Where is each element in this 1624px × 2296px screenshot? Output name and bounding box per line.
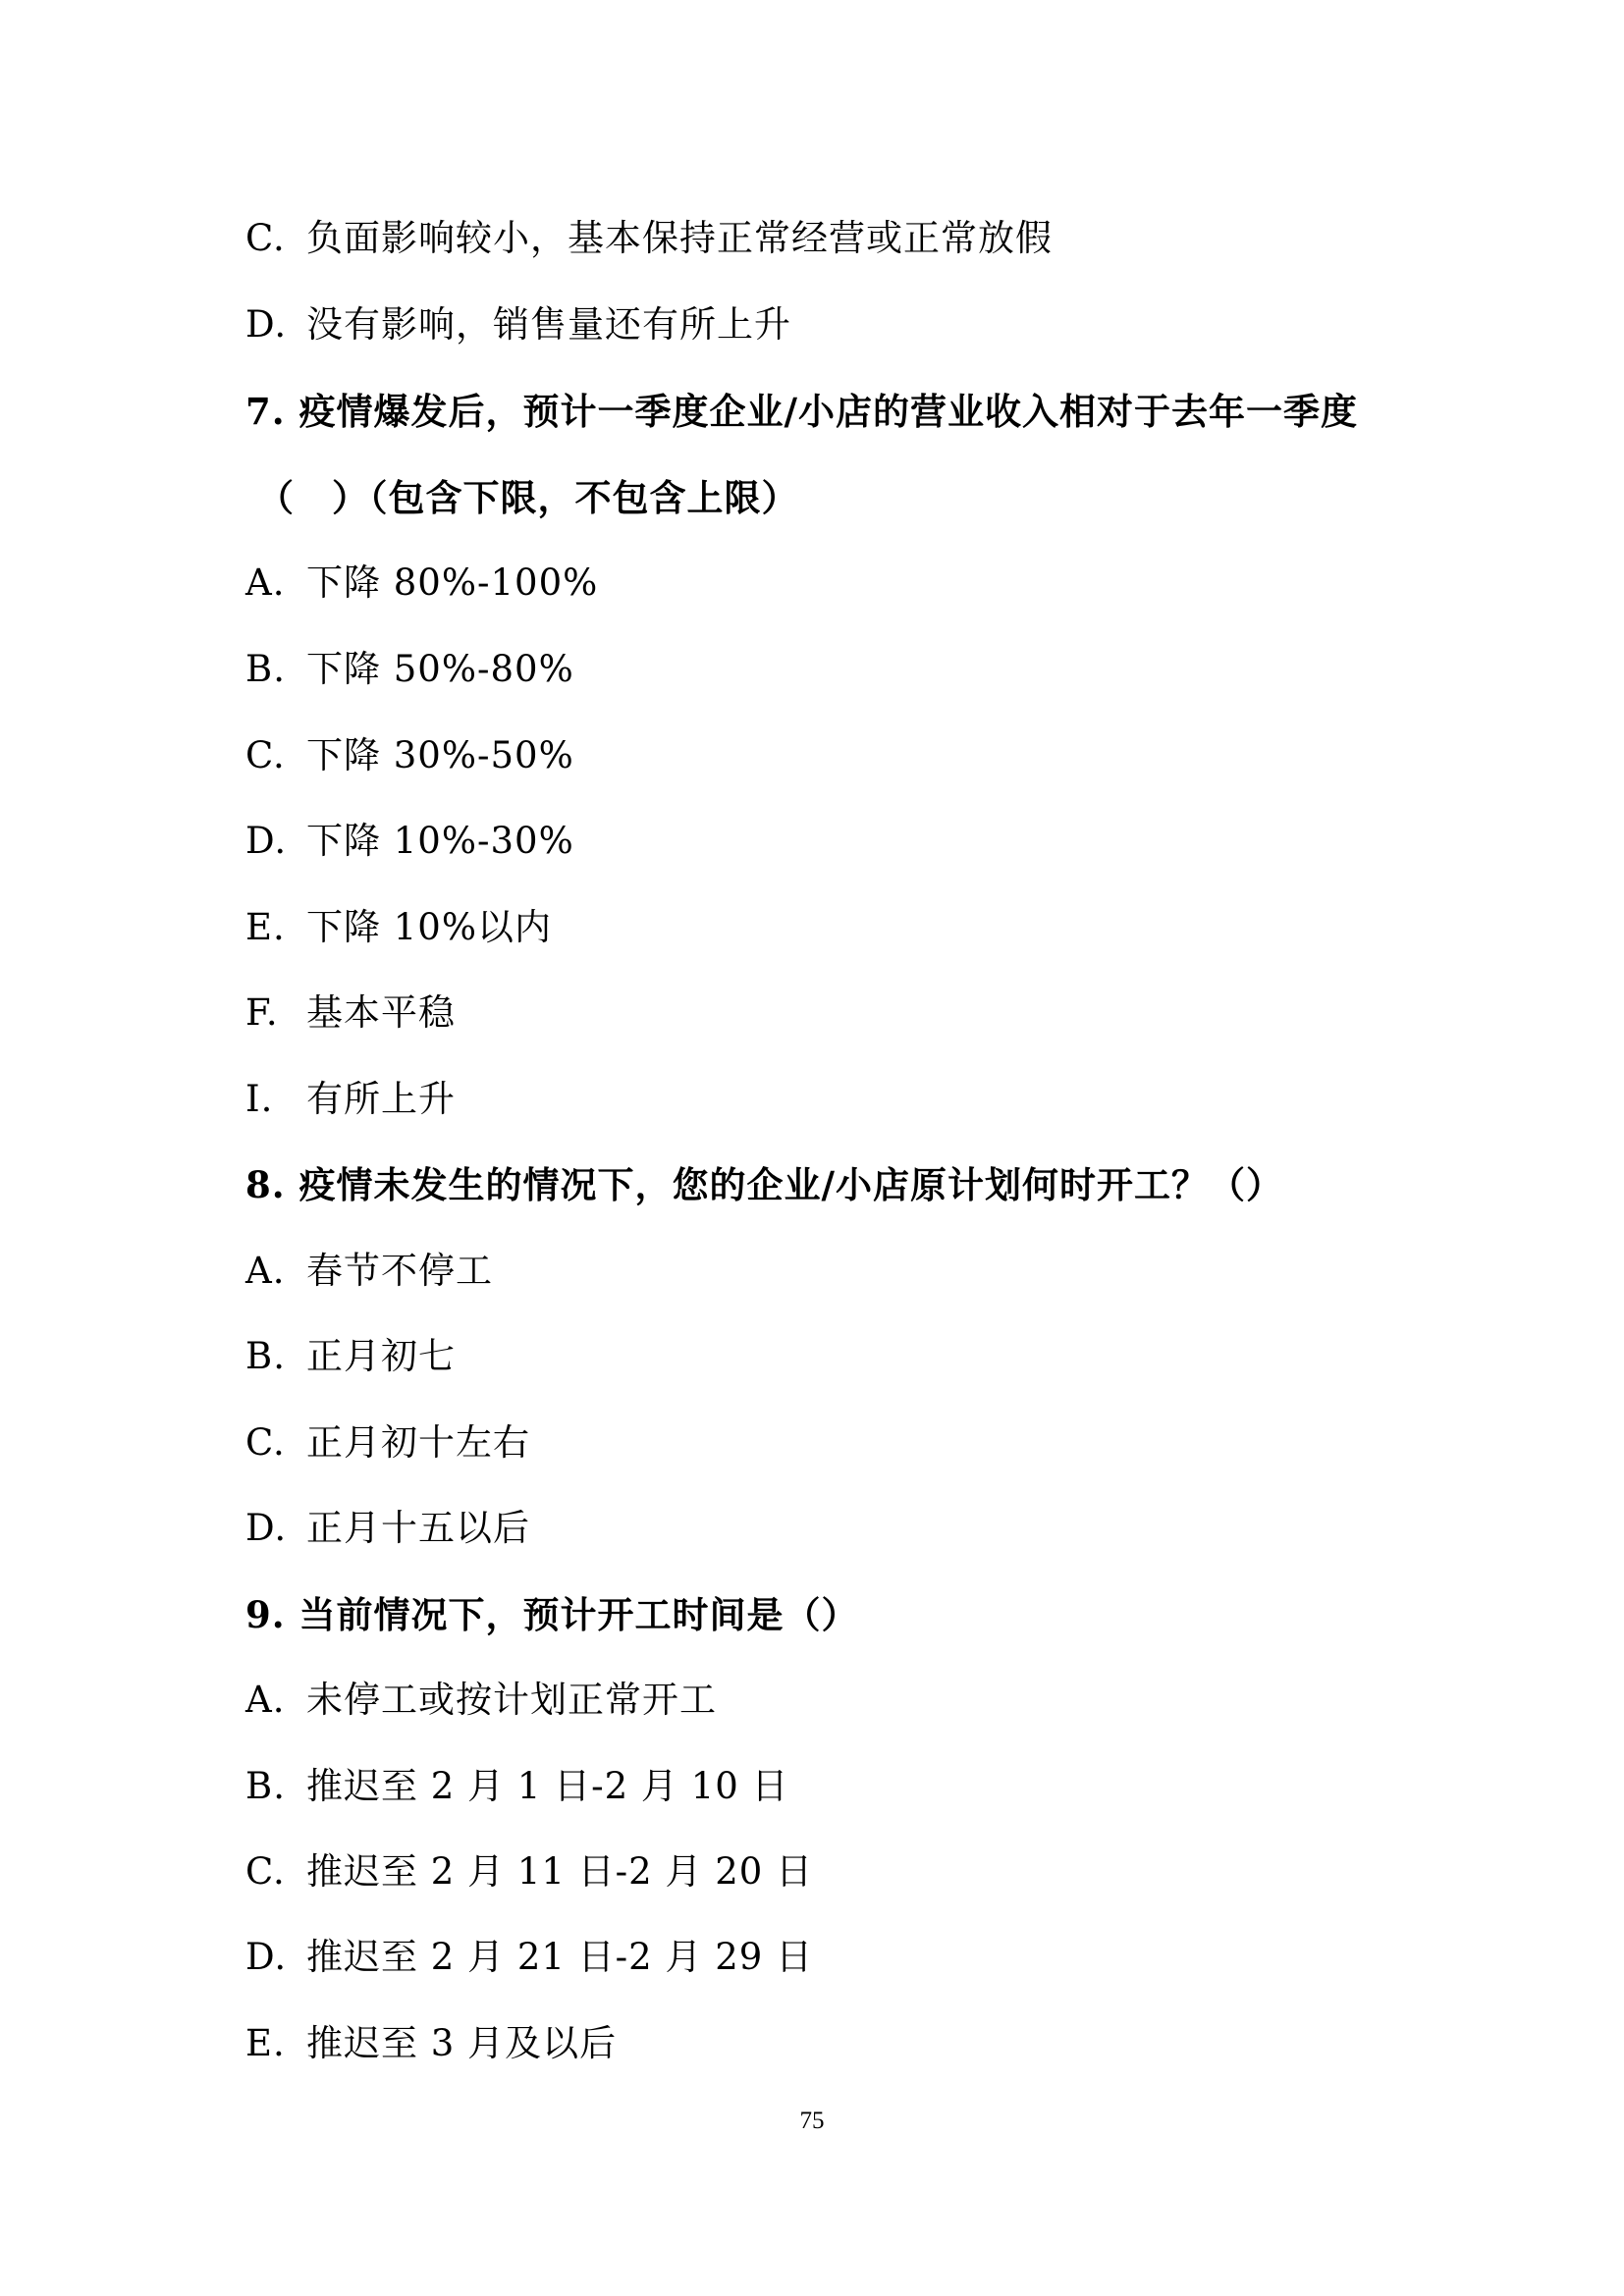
q7-title-line2: （ ）（包含下限，不包含上限）: [257, 476, 799, 519]
option-key: B.: [245, 648, 286, 690]
q7-option-e: [245, 906, 552, 949]
option-key: I.: [245, 1078, 274, 1120]
q8-option-d: [245, 1507, 530, 1550]
option-text: 有所上升: [306, 1078, 456, 1120]
option-key: B.: [245, 1335, 286, 1377]
option-text: 推迟至 2 月 1 日-2 月 10 日: [306, 1765, 789, 1807]
q7-option-f: [245, 991, 456, 1035]
q9-option-d: [245, 1936, 813, 1979]
option-key: A.: [245, 1679, 286, 1721]
option-text: 推迟至 2 月 21 日-2 月 29 日: [306, 1936, 814, 1978]
q7-option-b: [245, 648, 574, 691]
option-key: C.: [245, 1421, 286, 1464]
page-number: 75: [799, 2108, 825, 2134]
option-text: 负面影响较小，基本保持正常经营或正常放假: [306, 217, 1053, 259]
option-text: 正月初七: [306, 1335, 456, 1377]
option-key: D.: [245, 303, 288, 346]
option-key: E.: [245, 906, 286, 948]
q8-option-b: [245, 1335, 456, 1378]
option-key: D.: [245, 1507, 288, 1549]
q8-option-a: [245, 1250, 493, 1293]
q7-title-line1: 7. 疫情爆发后，预计一季度企业/小店的营业收入相对于去年一季度: [245, 390, 1359, 433]
option-text: 正月十五以后: [306, 1507, 530, 1549]
q7-option-i: [245, 1078, 456, 1121]
option-key: B.: [245, 1765, 286, 1807]
option-text: 基本平稳: [306, 991, 456, 1034]
q8-title: 8. 疫情未发生的情况下，您的企业/小店原计划何时开工？（）: [245, 1163, 1284, 1206]
option-text: 下降 10%-30%: [306, 820, 574, 862]
option-key: F.: [245, 991, 279, 1034]
option-key: D.: [245, 820, 288, 862]
q9-title: 9. 当前情况下，预计开工时间是（）: [245, 1593, 859, 1636]
q6-option-d: [245, 303, 791, 347]
option-key: C.: [245, 217, 286, 259]
option-text: 未停工或按计划正常开工: [306, 1679, 717, 1721]
option-text: 下降 10%以内: [306, 906, 552, 948]
option-key: A.: [245, 561, 286, 604]
q6-option-c: [245, 217, 1053, 260]
q9-option-b: [245, 1765, 789, 1808]
option-text: 推迟至 2 月 11 日-2 月 20 日: [306, 1850, 814, 1893]
option-key: D.: [245, 1936, 288, 1978]
option-text: 下降 80%-100%: [306, 561, 599, 604]
option-key: A.: [245, 1250, 286, 1292]
option-key: C.: [245, 734, 286, 776]
q9-option-e: [245, 2022, 617, 2065]
option-text: 下降 30%-50%: [306, 734, 574, 776]
option-key: E.: [245, 2022, 286, 2064]
q7-option-d: [245, 820, 574, 863]
option-text: 没有影响，销售量还有所上升: [306, 303, 791, 346]
q7-option-a: [245, 561, 598, 605]
q8-option-c: [245, 1421, 530, 1465]
option-text: 正月初十左右: [306, 1421, 530, 1464]
option-key: C.: [245, 1850, 286, 1893]
option-text: 推迟至 3 月及以后: [306, 2022, 618, 2064]
q9-option-c: [245, 1850, 813, 1894]
option-text: 下降 50%-80%: [306, 648, 574, 690]
q9-option-a: [245, 1679, 717, 1722]
option-text: 春节不停工: [306, 1250, 493, 1292]
q7-option-c: [245, 734, 574, 777]
